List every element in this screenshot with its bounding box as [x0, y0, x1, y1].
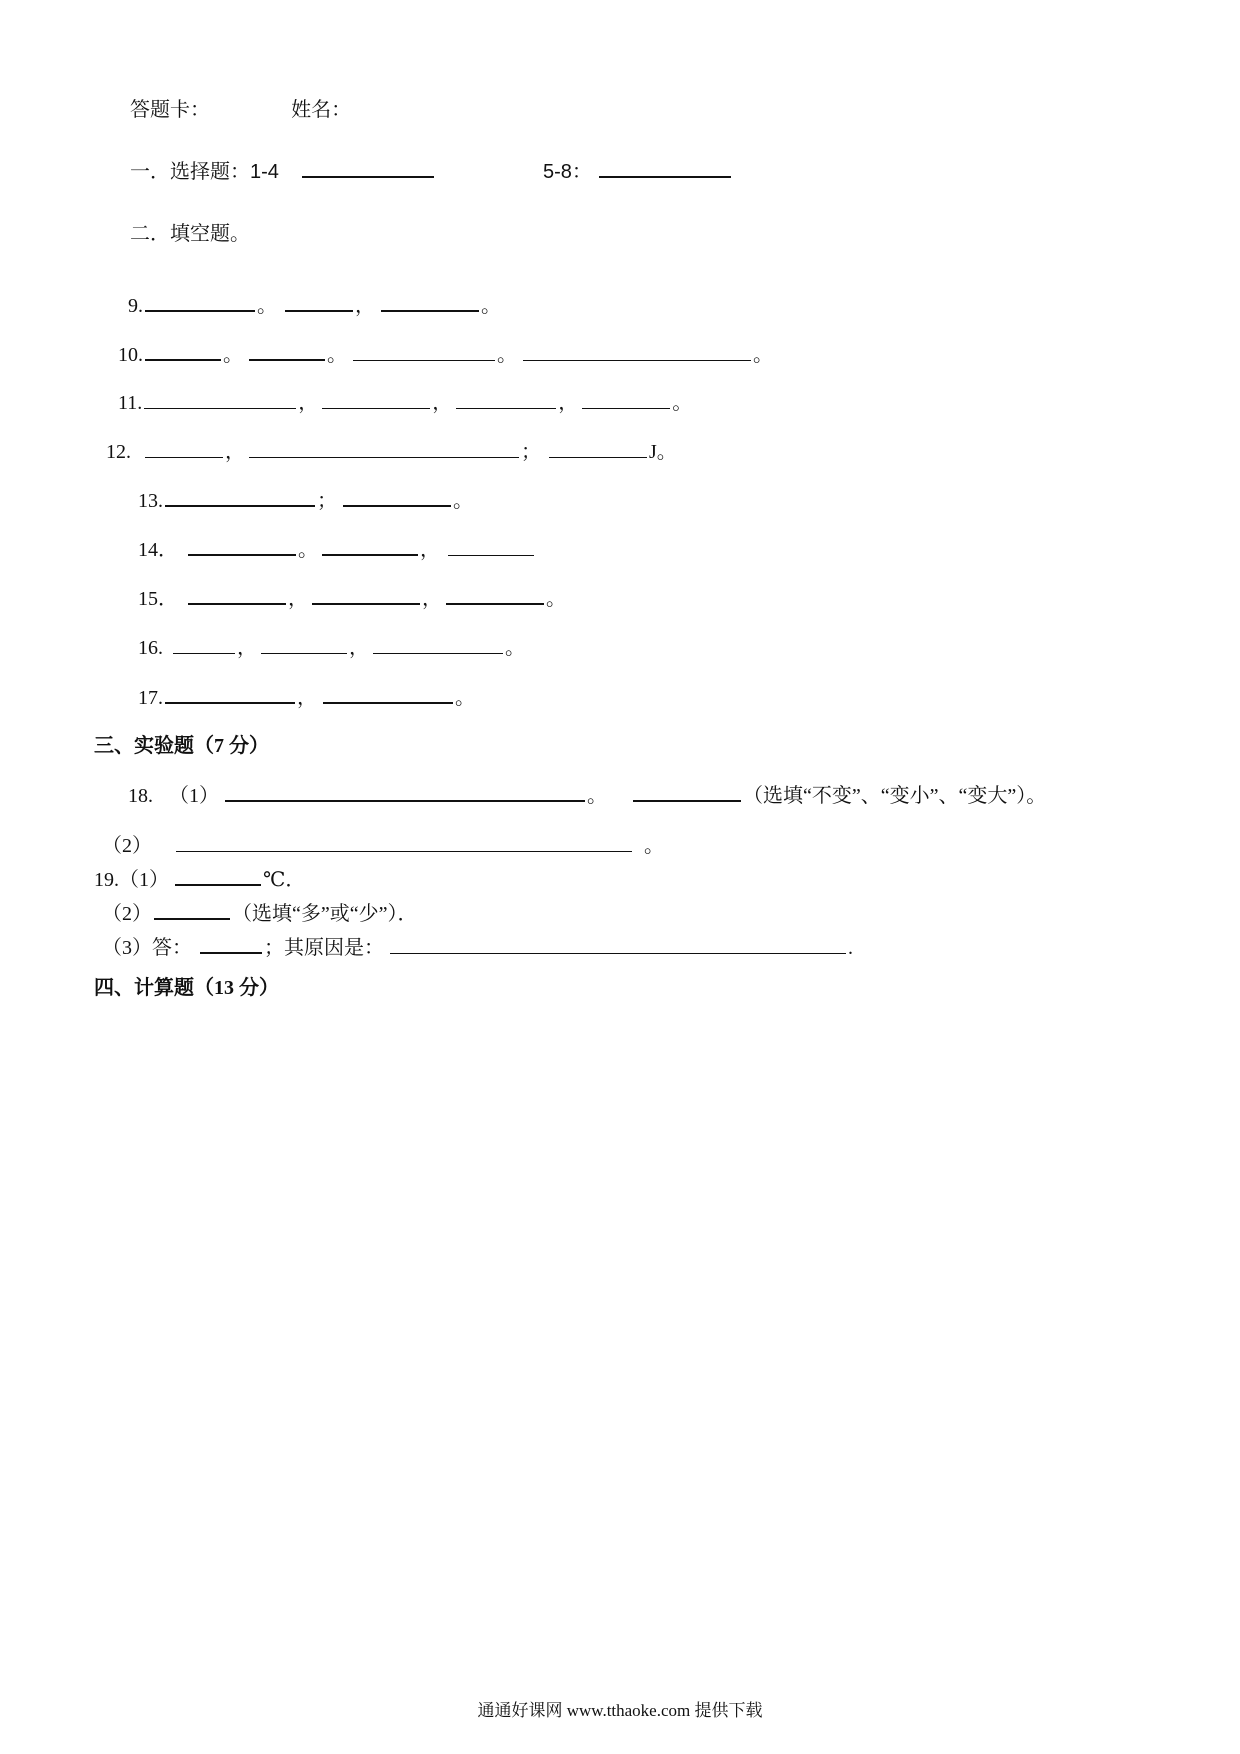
answer-blank[interactable] — [322, 394, 430, 409]
punct: 。 — [644, 835, 664, 857]
choice-5-8 — [543, 160, 733, 184]
part-label: （1） — [119, 869, 169, 891]
punct: ； — [521, 441, 541, 463]
part-label: （3）答： — [102, 937, 192, 959]
answer-blank[interactable] — [343, 491, 451, 507]
punct: 。 — [455, 687, 475, 709]
unit-text: ℃． — [263, 869, 306, 891]
question-number: 17. — [138, 687, 163, 709]
section-choice — [130, 160, 436, 184]
answer-blank[interactable] — [145, 443, 223, 458]
question-number: 11. — [118, 392, 143, 414]
answer-blank[interactable] — [353, 346, 495, 361]
answer-blank[interactable] — [176, 837, 632, 852]
answer-blank[interactable] — [312, 589, 420, 605]
question-number: 16. — [138, 637, 163, 659]
page-footer: 通通好课网 www.tthaoke.com 提供下载 — [477, 1701, 763, 1720]
answer-blank[interactable] — [145, 345, 221, 361]
answer-blank[interactable] — [323, 688, 453, 704]
name-label: 姓名： — [291, 99, 352, 121]
punct: 。 — [672, 392, 693, 414]
question-15 — [138, 587, 566, 611]
answer-blank[interactable] — [144, 394, 296, 409]
choice-5-8-label: 5-8： — [543, 161, 592, 183]
question-16 — [138, 636, 525, 660]
punct: . — [848, 937, 853, 959]
answer-blank[interactable] — [188, 540, 296, 556]
question-14 — [138, 538, 536, 562]
question-19 — [94, 868, 305, 892]
question-number: 14． — [138, 539, 178, 561]
answer-blank[interactable] — [175, 870, 261, 886]
question-18 — [128, 784, 1046, 808]
answer-blank[interactable] — [225, 786, 585, 802]
section-fill-title: 二．填空题。 — [130, 223, 250, 245]
question-13 — [138, 489, 473, 513]
part-label: （1） — [169, 785, 219, 807]
section-choice-title: 一．选择题：1-4 — [130, 161, 279, 183]
section-experiment-title: 三、实验题（7 分） — [94, 735, 269, 757]
answer-blank[interactable] — [523, 346, 751, 361]
answer-blank[interactable] — [261, 639, 347, 654]
punct: ， — [297, 687, 317, 709]
section-calculation-title: 四、计算题（13 分） — [94, 977, 279, 999]
hint-text: （选填“多”或“少”）． — [232, 903, 418, 925]
punct: 。 — [298, 539, 318, 561]
punct: 。 — [505, 637, 525, 659]
question-number: 15． — [138, 588, 178, 610]
answer-blank[interactable] — [390, 939, 846, 954]
question-number: 10. — [118, 344, 143, 366]
question-number: 13. — [138, 490, 163, 512]
answer-blank[interactable] — [285, 296, 353, 312]
answer-blank[interactable] — [373, 639, 503, 654]
punct: ； — [317, 490, 337, 512]
question-19-part3 — [102, 936, 853, 960]
answer-blank[interactable] — [456, 394, 556, 409]
question-10 — [118, 343, 773, 367]
answer-blank[interactable] — [249, 443, 519, 458]
punct: 。 — [327, 344, 347, 366]
answer-blank[interactable] — [446, 589, 544, 605]
answer-blank[interactable] — [165, 491, 315, 507]
answer-blank[interactable] — [381, 296, 479, 312]
punct: 。 — [753, 344, 773, 366]
punct: ， — [225, 441, 245, 463]
question-number: 9. — [128, 295, 143, 317]
answer-blank[interactable] — [249, 345, 325, 361]
punct: ， — [355, 295, 375, 317]
punct: 。 — [223, 344, 243, 366]
answer-blank[interactable] — [188, 589, 286, 605]
answer-card-label: 答题卡： — [130, 99, 210, 121]
question-19-part2 — [102, 902, 418, 926]
answer-blank[interactable] — [633, 786, 741, 802]
question-number: 19. — [94, 869, 119, 891]
reason-label: 其原因是： — [284, 937, 384, 959]
answer-blank[interactable] — [322, 540, 418, 556]
punct: 。 — [481, 295, 501, 317]
punct: J。 — [649, 441, 677, 463]
answer-blank[interactable] — [145, 296, 255, 312]
punct: ， — [288, 588, 308, 610]
answer-blank[interactable] — [154, 904, 230, 920]
hint-text: （选填“不变”、“变小”、“变大”）。 — [743, 785, 1047, 807]
punct: ， — [237, 637, 257, 659]
answer-card-header — [130, 98, 351, 122]
answer-blank-1-4[interactable] — [302, 162, 434, 178]
punct: ， — [558, 392, 579, 414]
answer-blank[interactable] — [582, 394, 670, 409]
answer-blank[interactable] — [549, 443, 647, 458]
question-17 — [138, 686, 475, 710]
punct: 。 — [497, 344, 517, 366]
answer-blank[interactable] — [200, 938, 262, 954]
question-18-part2 — [102, 834, 664, 858]
answer-blank-5-8[interactable] — [599, 162, 731, 178]
punct: ， — [420, 539, 440, 561]
answer-blank[interactable] — [173, 639, 235, 654]
punct: ， — [422, 588, 442, 610]
answer-blank[interactable] — [165, 688, 295, 704]
question-12 — [106, 440, 677, 464]
punct: 。 — [257, 295, 277, 317]
part-label: （2） — [102, 903, 152, 925]
punct: ， — [432, 392, 453, 414]
part-label: （2） — [102, 835, 152, 857]
punct: ； — [264, 937, 284, 959]
punct: 。 — [546, 588, 566, 610]
answer-blank[interactable] — [448, 541, 534, 556]
punct: 。 — [453, 490, 473, 512]
punct: ， — [349, 637, 369, 659]
punct: 。 — [587, 785, 607, 807]
question-11 — [118, 391, 692, 415]
question-number: 18. — [128, 785, 153, 807]
punct: ， — [298, 392, 319, 414]
question-9 — [128, 294, 501, 318]
question-number: 12. — [106, 441, 131, 463]
